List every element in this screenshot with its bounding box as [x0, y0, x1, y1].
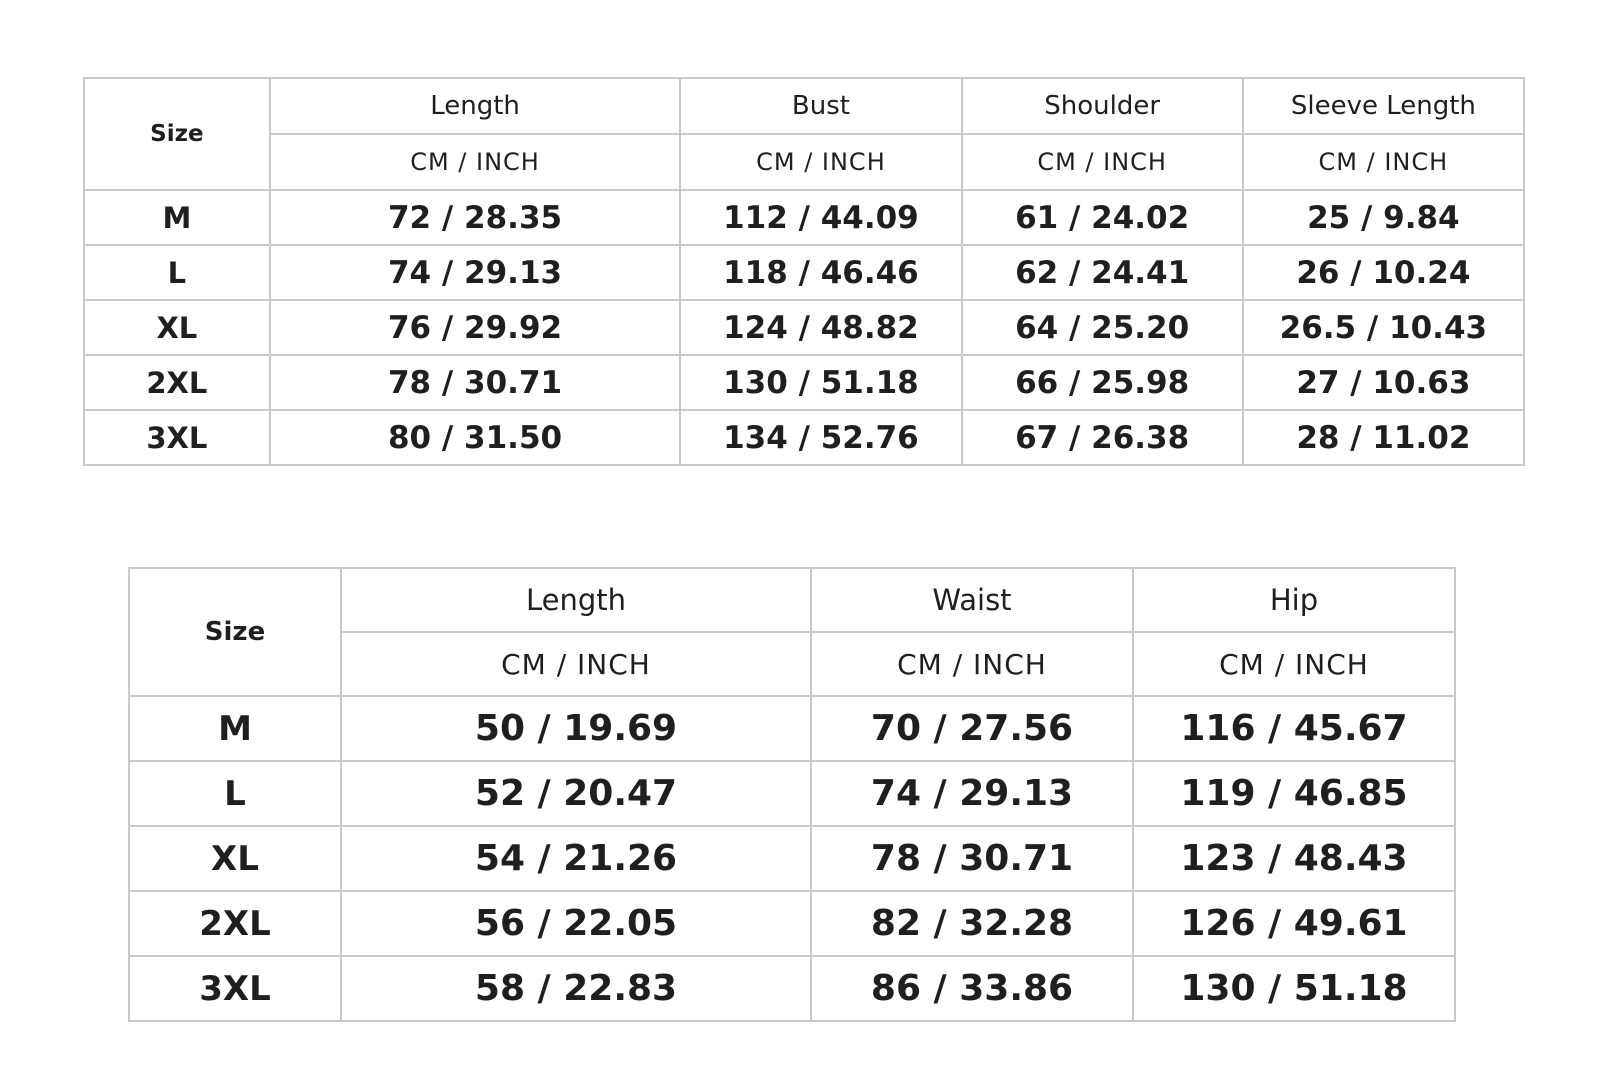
size-cell: L — [129, 761, 341, 826]
sleeve-length-cell: 26 / 10.24 — [1243, 245, 1524, 300]
table-row — [129, 826, 1455, 891]
size-cell: L — [84, 245, 270, 300]
table-row — [129, 956, 1455, 1021]
bottom-size-chart — [128, 567, 1456, 1022]
length-cell: 52 / 20.47 — [341, 761, 811, 826]
size-header: Size — [84, 78, 270, 190]
waist-cell: 82 / 32.28 — [811, 891, 1133, 956]
hip-header: Hip — [1133, 568, 1455, 632]
unit-header: CM / INCH — [1133, 632, 1455, 696]
size-cell: M — [84, 190, 270, 245]
unit-header: CM / INCH — [680, 134, 961, 190]
bust-cell: 118 / 46.46 — [680, 245, 961, 300]
unit-row — [84, 134, 1524, 190]
unit-header: CM / INCH — [1243, 134, 1524, 190]
length-cell: 54 / 21.26 — [341, 826, 811, 891]
table-row — [84, 410, 1524, 465]
hip-cell: 119 / 46.85 — [1133, 761, 1455, 826]
unit-header: CM / INCH — [270, 134, 681, 190]
waist-cell: 74 / 29.13 — [811, 761, 1133, 826]
length-cell: 50 / 19.69 — [341, 696, 811, 761]
table-row — [129, 696, 1455, 761]
shoulder-cell: 64 / 25.20 — [962, 300, 1243, 355]
bust-cell: 112 / 44.09 — [680, 190, 961, 245]
unit-header: CM / INCH — [962, 134, 1243, 190]
bust-cell: 134 / 52.76 — [680, 410, 961, 465]
hip-cell: 123 / 48.43 — [1133, 826, 1455, 891]
table-row — [129, 891, 1455, 956]
length-cell: 72 / 28.35 — [270, 190, 681, 245]
table-row — [84, 190, 1524, 245]
waist-cell: 78 / 30.71 — [811, 826, 1133, 891]
bust-cell: 130 / 51.18 — [680, 355, 961, 410]
top-size-chart — [83, 77, 1525, 466]
size-cell: XL — [129, 826, 341, 891]
unit-header: CM / INCH — [341, 632, 811, 696]
shoulder-cell: 67 / 26.38 — [962, 410, 1243, 465]
length-header: Length — [270, 78, 681, 134]
length-cell: 78 / 30.71 — [270, 355, 681, 410]
size-cell: 2XL — [129, 891, 341, 956]
length-cell: 58 / 22.83 — [341, 956, 811, 1021]
size-cell: 2XL — [84, 355, 270, 410]
sleeve-length-cell: 26.5 / 10.43 — [1243, 300, 1524, 355]
length-header: Length — [341, 568, 811, 632]
sleeve-length-cell: 28 / 11.02 — [1243, 410, 1524, 465]
shoulder-cell: 62 / 24.41 — [962, 245, 1243, 300]
shoulder-cell: 61 / 24.02 — [962, 190, 1243, 245]
header-row — [84, 78, 1524, 134]
table-row — [129, 761, 1455, 826]
sleeve-length-cell: 25 / 9.84 — [1243, 190, 1524, 245]
waist-cell: 86 / 33.86 — [811, 956, 1133, 1021]
sleeve-length-cell: 27 / 10.63 — [1243, 355, 1524, 410]
table-row — [84, 245, 1524, 300]
length-cell: 80 / 31.50 — [270, 410, 681, 465]
table-row — [84, 300, 1524, 355]
size-cell: 3XL — [84, 410, 270, 465]
hip-cell: 116 / 45.67 — [1133, 696, 1455, 761]
unit-header: CM / INCH — [811, 632, 1133, 696]
header-row — [129, 568, 1455, 632]
hip-cell: 126 / 49.61 — [1133, 891, 1455, 956]
waist-header: Waist — [811, 568, 1133, 632]
size-cell: XL — [84, 300, 270, 355]
length-cell: 56 / 22.05 — [341, 891, 811, 956]
size-cell: 3XL — [129, 956, 341, 1021]
shoulder-cell: 66 / 25.98 — [962, 355, 1243, 410]
table-row — [84, 355, 1524, 410]
length-cell: 76 / 29.92 — [270, 300, 681, 355]
length-cell: 74 / 29.13 — [270, 245, 681, 300]
hip-cell: 130 / 51.18 — [1133, 956, 1455, 1021]
size-header: Size — [129, 568, 341, 696]
bust-cell: 124 / 48.82 — [680, 300, 961, 355]
size-cell: M — [129, 696, 341, 761]
waist-cell: 70 / 27.56 — [811, 696, 1133, 761]
bust-header: Bust — [680, 78, 961, 134]
shoulder-header: Shoulder — [962, 78, 1243, 134]
sleeve-length-header: Sleeve Length — [1243, 78, 1524, 134]
